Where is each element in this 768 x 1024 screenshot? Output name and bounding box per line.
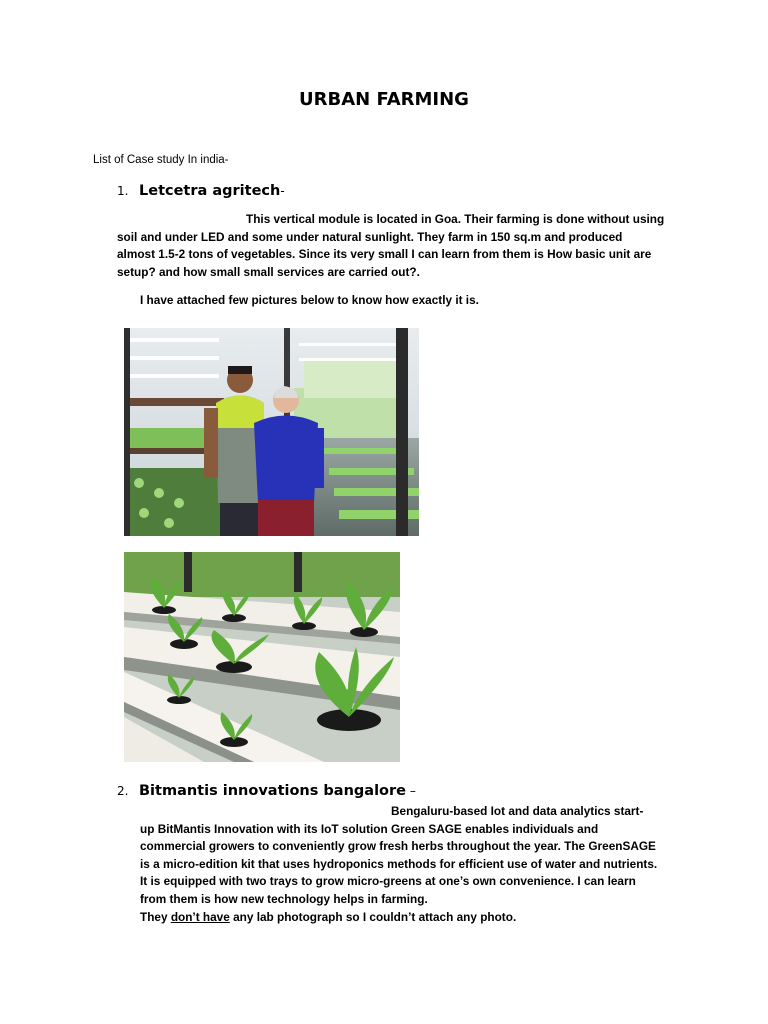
text-line: Bengaluru-based Iot and data analytics start-	[391, 804, 644, 818]
text-line: is a micro-edition kit that uses hydroponics methods for efficient use of water and nutrients.	[140, 856, 658, 871]
page-title: URBAN FARMING	[299, 89, 469, 110]
case-1-description	[117, 211, 677, 281]
case-suffix: –	[406, 784, 416, 798]
text-line: This vertical module is located in Goa. Their farming is done without using	[246, 212, 665, 226]
text-line: almost 1.5-2 tons of vegetables. Since its very small I can learn from them is How basic unit are	[117, 247, 652, 262]
text-line-last	[140, 909, 680, 927]
text-fragment: any lab photograph so I couldn’t attach any photo.	[229, 909, 517, 924]
text-line: from them is how new technology helps in farming.	[140, 891, 428, 906]
case-suffix: -	[280, 184, 285, 198]
case-name: Bitmantis innovations bangalore	[139, 783, 406, 799]
text-line: It is equipped with two trays to grow micro-greens at one’s own convenience. I can learn	[140, 874, 636, 889]
case-name: Letcetra agritech	[139, 183, 281, 199]
vertical-farm-photo	[124, 328, 419, 536]
intro-text: List of Case study In india-	[93, 154, 229, 166]
text-fragment: They	[140, 909, 171, 924]
text-line: setup? and how small small services are carried out?.	[117, 264, 420, 279]
case-heading-1	[117, 183, 285, 199]
case-1-note: I have attached few pictures below to know how exactly it is.	[140, 293, 479, 307]
case-2-description	[140, 803, 680, 926]
underlined-text: don’t have	[170, 909, 230, 924]
text-line: soil and under LED and some under natural sunlight. They farm in 150 sq.m and produced	[117, 229, 623, 244]
case-number: 2.	[117, 784, 129, 798]
case-number: 1.	[117, 184, 129, 198]
hydroponic-channels-photo	[124, 552, 400, 762]
text-line: commercial growers to conveniently grow fresh herbs throughout the year. The GreenSAGE	[140, 839, 656, 854]
text-line: up BitMantis Innovation with its IoT solution Green SAGE enables individuals and	[140, 821, 599, 836]
case-heading-2	[117, 783, 416, 799]
